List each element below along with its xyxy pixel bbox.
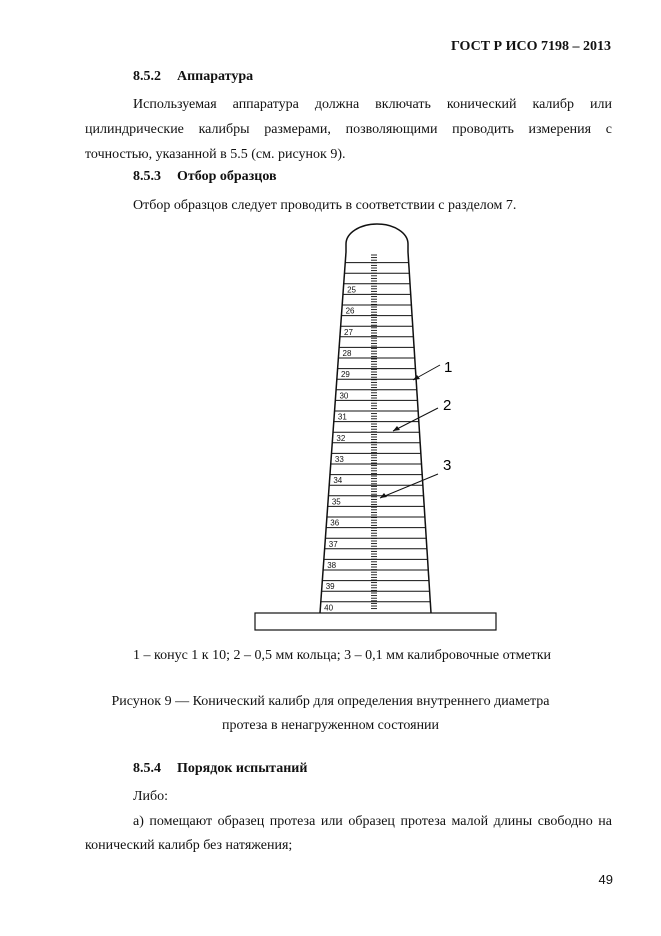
scale-label: 40 <box>324 603 334 613</box>
paragraph-sampling: Отбор образцов следует проводить в соответствии с разделом 7. <box>133 198 517 213</box>
section-number: 8.5.2 <box>133 69 161 84</box>
scale-label: 35 <box>331 497 341 507</box>
scale-label: 27 <box>344 327 353 337</box>
document-header: ГОСТ Р ИСО 7198 – 2013 <box>450 39 611 54</box>
tapered-gauge-figure <box>240 218 520 638</box>
scale-label: 31 <box>337 412 347 422</box>
section-heading-procedure <box>133 761 307 777</box>
paragraph-apparatus-line2: цилиндрические калибры размерами, позволяющими проводить измерения с <box>85 122 612 137</box>
scale-label: 39 <box>325 582 335 592</box>
figure-legend: 1 – конус 1 к 10; 2 – 0,5 мм кольца; 3 – 0,1 мм калибровочные отметки <box>133 648 552 663</box>
calibration-ticks <box>371 255 377 609</box>
scale-label: 30 <box>339 391 349 401</box>
section-number: 8.5.3 <box>133 169 161 184</box>
section-number: 8.5.4 <box>133 761 161 776</box>
paragraph-either: Либо: <box>133 789 168 804</box>
gauge-base <box>255 613 496 630</box>
scale-label: 29 <box>340 370 350 380</box>
scale-label: 25 <box>347 285 356 295</box>
gauge-dome <box>346 224 408 252</box>
scale-label: 33 <box>334 455 344 464</box>
scale-label: 28 <box>342 349 352 358</box>
callout-arrowhead-1 <box>413 375 420 380</box>
section-title: Порядок испытаний <box>177 761 308 776</box>
section-heading-apparatus <box>133 69 253 85</box>
callout-label-1: 1 <box>444 359 453 376</box>
figure-caption-line2: протеза в ненагруженном состоянии <box>221 718 440 733</box>
callout-label-3: 3 <box>443 457 452 474</box>
figure-caption-line1: Рисунок 9 — Конический калибр для определения внутреннего диаметра <box>111 694 550 709</box>
page-number: 49 <box>598 872 613 887</box>
section-title: Аппаратура <box>177 69 254 84</box>
list-item-a-line2: конический калибр без натяжения; <box>85 838 293 853</box>
scale-label: 36 <box>330 518 340 528</box>
callout-leader-3 <box>380 474 438 498</box>
paragraph-apparatus-line1: Используемая аппаратура должна включать конический калибр или <box>133 97 612 112</box>
scale-label: 32 <box>336 433 346 443</box>
scale-label: 38 <box>327 561 337 570</box>
scale-label: 34 <box>333 476 343 486</box>
section-heading-sampling <box>133 169 277 185</box>
callout-label-2: 2 <box>443 397 452 414</box>
paragraph-apparatus-line3: точностью, указанной в 5.5 (см. рисунок 9). <box>85 147 346 162</box>
list-item-a-line1: а) помещают образец протеза или образец протеза малой длины свободно на <box>133 814 612 829</box>
scale-label: 37 <box>328 539 338 549</box>
section-title: Отбор образцов <box>177 169 277 184</box>
scale-label: 26 <box>345 306 355 316</box>
